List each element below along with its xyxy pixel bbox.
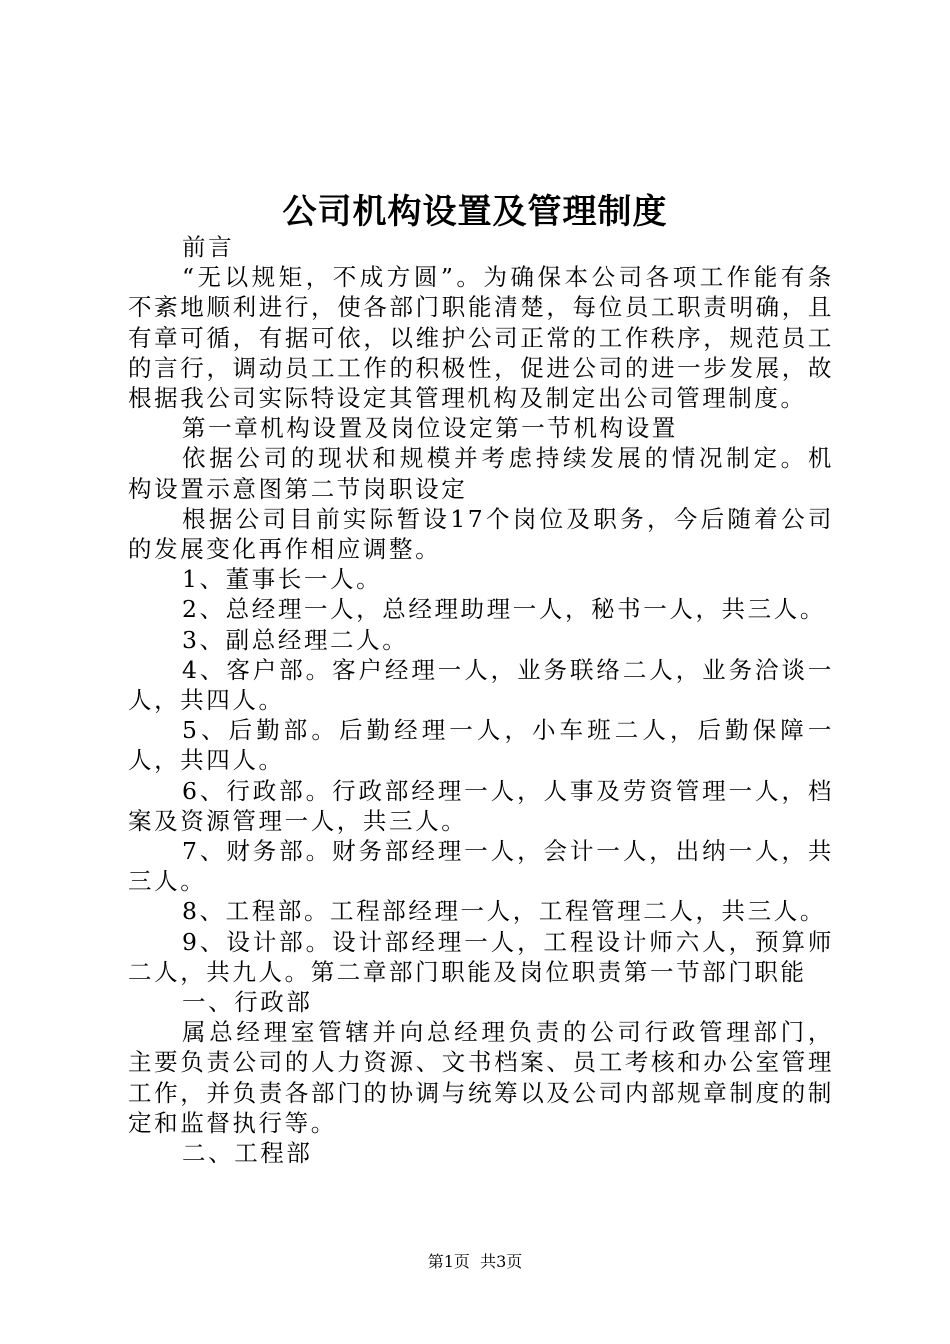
- paragraph: 二、工程部: [182, 1139, 313, 1168]
- paragraph: 9、设计部。设计部经理一人，工程设计师六人，预算师二人，共九人。第二章部门职能及岗位职责第一节部门职能: [128, 927, 834, 986]
- paragraph: 一、行政部: [182, 988, 313, 1017]
- paragraph: 3、副总经理二人。: [182, 625, 409, 654]
- page-footer: 第1页 共3页: [427, 1252, 523, 1271]
- paragraph: 1、董事长一人。: [182, 565, 383, 594]
- paragraph: 前言: [182, 233, 235, 261]
- paragraph: 5、后勤部。后勤经理一人，小车班二人，后勤保障一人，共四人。: [128, 716, 834, 775]
- paragraph: 2、总经理一人，总经理助理一人，秘书一人，共三人。: [182, 595, 826, 624]
- paragraph: 4、客户部。客户经理一人，业务联络二人，业务洽谈一人，共四人。: [128, 655, 834, 715]
- paragraph: “无以规矩，不成方圆”。为确保本公司各项工作能有条不紊地顺利进行，使各部门职能清楚，每位员工职责明确，且有章可循，有据可依，以维护公司正常的工作秩序，规范员工的言行，调动员工工作的积极性，促进公司的进一步发展，故根据我公司实际特设定其管理机构及制定出公司管理制度。: [128, 263, 834, 413]
- paragraph: 8、工程部。工程部经理一人，工程管理二人，共三人。: [182, 897, 826, 926]
- document-title: 公司机构设置及管理制度: [282, 192, 668, 232]
- paragraph: 根据公司目前实际暂设17个岗位及职务，今后随着公司的发展变化再作相应调整。: [128, 504, 834, 564]
- paragraph: 依据公司的现状和规模并考虑持续发展的情况制定。机构设置示意图第二节岗职设定: [128, 444, 834, 503]
- document-body: [128, 232, 834, 1168]
- paragraph: 6、行政部。行政部经理一人，人事及劳资管理一人，档案及资源管理一人，共三人。: [128, 776, 834, 835]
- paragraph: 属总经理室管辖并向总经理负责的公司行政管理部门，主要负责公司的人力资源、文书档案、员工考核和办公室管理工作，并负责各部门的协调与统筹以及公司内部规章制度的制定和监督执行等。: [128, 1018, 834, 1137]
- paragraph: 7、财务部。财务部经理一人，会计一人，出纳一人，共三人。: [128, 837, 834, 896]
- paragraph: 第一章机构设置及岗位设定第一节机构设置: [182, 414, 678, 443]
